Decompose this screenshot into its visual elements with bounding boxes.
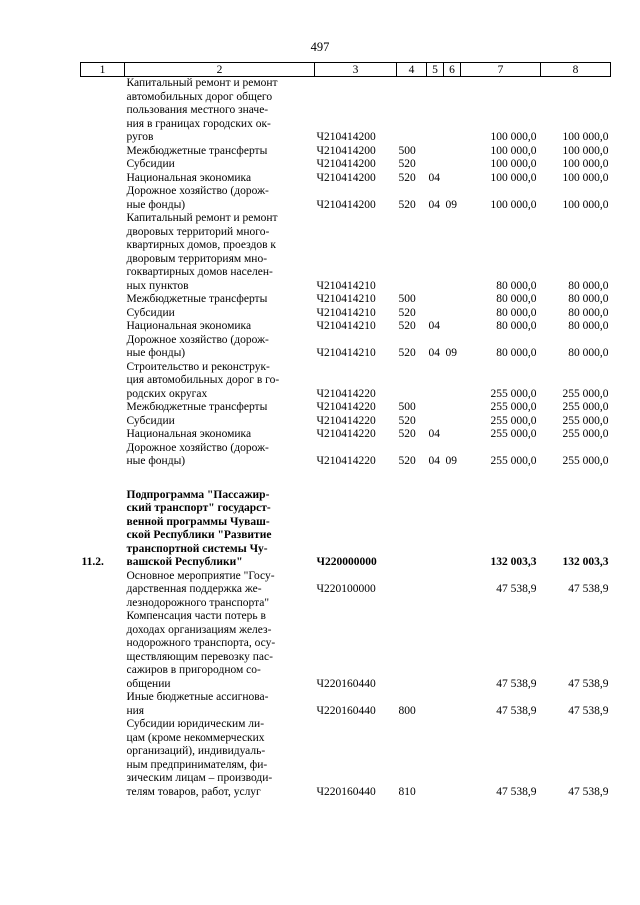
section-code — [427, 489, 444, 570]
target-article-code: Ч210414200 — [316, 198, 376, 211]
amount-col-8: 132 003,3 — [562, 556, 609, 568]
expense-type: 520 — [398, 171, 416, 184]
row-name-line: венной программы Чуваш- — [126, 515, 270, 528]
row-name-line: ния в границах городских ок- — [126, 117, 271, 130]
row-name-line: Межбюджетные трансферты — [126, 293, 268, 305]
amount-col-8: 255 000,0 — [562, 387, 609, 400]
row-number — [81, 307, 125, 321]
section-code: 04 — [428, 347, 440, 359]
amount-col-8: 80 000,0 — [568, 320, 609, 332]
table-row — [81, 334, 611, 361]
row-name — [125, 415, 315, 429]
amount-col-7: 100 000,0 — [490, 131, 537, 143]
table-row — [81, 293, 611, 307]
amount-col-8: 47 538,9 — [568, 583, 609, 595]
row-name-line: гоквартирных домов населен- — [126, 266, 273, 278]
subsection-code: 09 — [445, 198, 457, 211]
section-code — [427, 77, 444, 145]
row-name-line: транспортной системы Чу- — [126, 542, 268, 555]
subsection-code: 09 — [445, 347, 457, 359]
expense-type — [397, 212, 427, 293]
row-name-line: ществляющим перевозку пас- — [126, 650, 273, 663]
subsection-code — [444, 172, 461, 186]
target-article-code: Ч220100000 — [316, 583, 376, 595]
row-name-line: Субсидии юридическим ли- — [126, 718, 265, 730]
col-header-3: 3 — [315, 63, 397, 77]
row-name-line: ский транспорт" государст- — [126, 502, 271, 514]
amount-col-7: 255 000,0 — [490, 428, 537, 440]
table-row — [81, 172, 611, 186]
row-name-line: ругов — [126, 131, 154, 143]
row-number — [81, 212, 125, 293]
amount-col-7: 80 000,0 — [496, 320, 537, 332]
target-article-code: Ч210414220 — [316, 387, 376, 400]
expense-type — [397, 570, 427, 611]
target-article-code: Ч210414220 — [316, 414, 376, 427]
row-name — [125, 489, 315, 570]
row-name-line: Национальная экономика — [126, 428, 252, 440]
row-name-line: ные фонды) — [126, 198, 186, 211]
row-number — [81, 293, 125, 307]
amount-col-8: 100 000,0 — [562, 171, 609, 184]
section-code — [427, 212, 444, 293]
row-name-line: дворовым территориям мно- — [126, 252, 268, 265]
amount-col-7: 100 000,0 — [490, 171, 537, 184]
amount-col-8: 255 000,0 — [562, 414, 609, 427]
row-number — [81, 145, 125, 159]
spacer-cell — [81, 469, 611, 489]
amount-col-8: 255 000,0 — [562, 401, 609, 413]
row-name-line: Межбюджетные трансферты — [126, 401, 268, 413]
row-name-line: ные фонды) — [126, 455, 186, 467]
row-number — [81, 570, 125, 611]
subsection-code — [444, 401, 461, 415]
target-article-code: Ч220000000 — [316, 556, 377, 568]
amount-col-8: 255 000,0 — [562, 455, 609, 467]
subsection-code — [444, 718, 461, 799]
row-number — [81, 172, 125, 186]
row-name-line: ных пунктов — [126, 279, 189, 292]
row-name-line: Национальная экономика — [126, 171, 252, 184]
section-code: 04 — [428, 320, 440, 332]
table-row — [81, 570, 611, 611]
amount-col-7: 255 000,0 — [490, 414, 537, 427]
subsection-code — [444, 691, 461, 718]
subsection-code — [444, 307, 461, 321]
subsection-code — [444, 489, 461, 570]
amount-col-7: 80 000,0 — [496, 279, 537, 292]
table-body — [81, 77, 611, 800]
expense-type — [397, 77, 427, 145]
row-name-line: автомобильных дорог общего — [126, 90, 273, 103]
row-name-line: Межбюджетные трансферты — [126, 144, 268, 157]
section-code — [427, 293, 444, 307]
row-name-line: ным предпринимателям, фи- — [126, 758, 268, 771]
row-name-line: Субсидии — [126, 306, 175, 319]
table-row — [81, 320, 611, 334]
target-article-code: Ч210414210 — [316, 306, 376, 319]
amount-col-7: 80 000,0 — [496, 347, 537, 359]
row-name-line: Строительство и реконструк- — [126, 360, 270, 373]
row-number — [81, 361, 125, 402]
section-code — [427, 415, 444, 429]
row-name — [125, 718, 315, 799]
row-number — [81, 334, 125, 361]
row-name-line: лезнодорожного транспорта" — [126, 596, 270, 609]
expense-type: 500 — [398, 401, 416, 413]
row-name-line: Дорожное хозяйство (дорож- — [126, 185, 269, 197]
target-article-code: Ч220160440 — [316, 704, 376, 717]
expense-type: 520 — [398, 320, 416, 332]
row-number — [81, 185, 125, 212]
spacer-row — [81, 469, 611, 489]
amount-col-7: 255 000,0 — [490, 455, 537, 467]
row-name-line: организаций), индивидуаль- — [126, 745, 266, 757]
row-name-line: Субсидии — [126, 414, 175, 427]
row-name-line: Капитальный ремонт и ремонт — [126, 212, 278, 224]
row-number: 11.2. — [81, 556, 104, 568]
row-name-line: Компенсация части потерь в — [126, 610, 266, 622]
row-name — [125, 401, 315, 415]
amount-col-7: 80 000,0 — [496, 293, 537, 305]
subsection-code — [444, 212, 461, 293]
row-name — [125, 428, 315, 442]
amount-col-7: 100 000,0 — [490, 198, 537, 211]
row-name-line: нодорожного транспорта, осу- — [126, 637, 276, 649]
expense-type: 500 — [398, 293, 416, 305]
target-article-code: Ч210414200 — [316, 158, 376, 170]
subsection-code — [444, 77, 461, 145]
target-article-code: Ч210414200 — [316, 144, 376, 157]
section-code — [427, 401, 444, 415]
table-row — [81, 415, 611, 429]
expense-type: 520 — [398, 347, 416, 359]
header-row — [81, 63, 611, 77]
row-name-line: телям товаров, работ, услуг — [126, 785, 261, 798]
subsection-code: 09 — [445, 455, 457, 467]
section-code — [427, 570, 444, 611]
row-name — [125, 610, 315, 691]
table-row — [81, 442, 611, 469]
expense-type: 810 — [398, 785, 416, 798]
subsection-code — [444, 428, 461, 442]
section-code: 04 — [428, 455, 440, 467]
budget-table — [80, 62, 611, 799]
row-name-line: Иные бюджетные ассигнова- — [126, 691, 269, 703]
amount-col-7: 47 538,9 — [496, 583, 537, 595]
section-code — [427, 307, 444, 321]
row-name — [125, 172, 315, 186]
target-article-code: Ч220160440 — [316, 677, 376, 690]
col-header-7: 7 — [461, 63, 541, 77]
row-name — [125, 361, 315, 402]
section-code: 04 — [428, 198, 440, 211]
row-name-line: вашской Республики" — [126, 556, 243, 568]
amount-col-7: 47 538,9 — [496, 785, 537, 798]
amount-col-8: 255 000,0 — [562, 428, 609, 440]
table-row — [81, 212, 611, 293]
target-article-code: Ч210414210 — [316, 320, 376, 332]
expense-type — [397, 361, 427, 402]
row-number — [81, 691, 125, 718]
amount-col-8: 100 000,0 — [562, 158, 609, 170]
target-article-code: Ч210414210 — [316, 347, 376, 359]
target-article-code: Ч210414210 — [316, 293, 376, 305]
target-article-code: Ч210414200 — [316, 131, 376, 143]
row-number — [81, 415, 125, 429]
table-row — [81, 307, 611, 321]
row-number — [81, 77, 125, 145]
expense-type: 500 — [398, 144, 416, 157]
row-number — [81, 718, 125, 799]
row-name-line: ция автомобильных дорог в го- — [126, 374, 280, 386]
amount-col-8: 80 000,0 — [568, 279, 609, 292]
section-code — [427, 691, 444, 718]
row-name — [125, 77, 315, 145]
amount-col-8: 80 000,0 — [568, 293, 609, 305]
table-row — [81, 691, 611, 718]
row-name — [125, 691, 315, 718]
row-number — [81, 442, 125, 469]
section-code — [427, 361, 444, 402]
section-code: 04 — [428, 171, 440, 184]
table-row — [81, 718, 611, 799]
table-row — [81, 401, 611, 415]
row-name — [125, 145, 315, 159]
page-number: 497 — [310, 40, 330, 54]
amount-col-7: 132 003,3 — [490, 556, 537, 568]
table-row — [81, 145, 611, 159]
target-article-code: Ч220160440 — [316, 785, 376, 798]
target-article-code: Ч210414220 — [316, 428, 376, 440]
expense-type: 520 — [398, 428, 416, 440]
row-name-line: зическим лицам – производи- — [126, 772, 273, 784]
subsection-code — [444, 145, 461, 159]
row-name — [125, 293, 315, 307]
table-row — [81, 428, 611, 442]
col-header-2: 2 — [125, 63, 315, 77]
row-name — [125, 320, 315, 334]
row-name-line: Капитальный ремонт и ремонт — [126, 77, 278, 89]
row-name-line: Основное мероприятие "Госу- — [126, 569, 275, 582]
section-code — [427, 158, 444, 172]
amount-col-7: 100 000,0 — [490, 158, 537, 170]
row-name-line: дворовых территорий много- — [126, 225, 270, 238]
section-code — [427, 145, 444, 159]
col-header-5: 5 — [427, 63, 444, 77]
subsection-code — [444, 293, 461, 307]
table-header — [81, 63, 611, 77]
row-name-line: Дорожное хозяйство (дорож- — [126, 333, 269, 346]
row-name-line: Подпрограмма "Пассажир- — [126, 488, 270, 501]
table-row — [81, 77, 611, 145]
target-article-code: Ч210414200 — [316, 171, 376, 184]
amount-col-8: 100 000,0 — [562, 131, 609, 143]
row-name-line: родских округах — [126, 387, 208, 400]
amount-col-7: 100 000,0 — [490, 144, 537, 157]
row-name-line: Национальная экономика — [126, 320, 252, 332]
amount-col-7: 255 000,0 — [490, 401, 537, 413]
row-name — [125, 212, 315, 293]
expense-type: 520 — [398, 306, 416, 319]
col-header-1: 1 — [81, 63, 125, 77]
expense-type — [397, 489, 427, 570]
amount-col-8: 80 000,0 — [568, 306, 609, 319]
subsection-code — [444, 158, 461, 172]
table-row — [81, 489, 611, 570]
amount-col-7: 47 538,9 — [496, 677, 537, 690]
expense-type — [397, 610, 427, 691]
row-name-line: общении — [126, 677, 171, 690]
amount-col-8: 100 000,0 — [562, 144, 609, 157]
section-code — [427, 718, 444, 799]
row-name — [125, 334, 315, 361]
amount-col-8: 80 000,0 — [568, 347, 609, 359]
amount-col-7: 80 000,0 — [496, 306, 537, 319]
section-code: 04 — [428, 428, 440, 440]
expense-type: 520 — [398, 198, 416, 211]
row-number — [81, 401, 125, 415]
row-number — [81, 428, 125, 442]
amount-col-8: 47 538,9 — [568, 785, 609, 798]
row-name-line: Дорожное хозяйство (дорож- — [126, 441, 269, 454]
row-name — [125, 158, 315, 172]
row-name-line: дарственная поддержка же- — [126, 583, 262, 595]
target-article-code: Ч210414210 — [316, 279, 376, 292]
table-row — [81, 158, 611, 172]
row-name-line: пользования местного значе- — [126, 104, 269, 116]
table-row — [81, 610, 611, 691]
subsection-code — [444, 361, 461, 402]
amount-col-8: 100 000,0 — [562, 198, 609, 211]
row-name — [125, 442, 315, 469]
row-name — [125, 307, 315, 321]
row-number — [81, 158, 125, 172]
col-header-4: 4 — [397, 63, 427, 77]
row-number — [81, 610, 125, 691]
amount-col-8: 47 538,9 — [568, 704, 609, 717]
row-name-line: цам (кроме некоммерческих — [126, 731, 265, 744]
row-name-line: сажиров в пригородном со- — [126, 664, 261, 676]
col-header-8: 8 — [541, 63, 611, 77]
subsection-code — [444, 570, 461, 611]
row-name — [125, 185, 315, 212]
target-article-code: Ч210414220 — [316, 401, 376, 413]
expense-type: 520 — [398, 158, 416, 170]
target-article-code: Ч210414220 — [316, 455, 376, 467]
subsection-code — [444, 320, 461, 334]
row-name — [125, 570, 315, 611]
subsection-code — [444, 610, 461, 691]
col-header-6: 6 — [444, 63, 461, 77]
row-name-line: ской Республики "Развитие — [126, 529, 272, 541]
amount-col-7: 47 538,9 — [496, 704, 537, 717]
row-name-line: квартирных домов, проездов к — [126, 239, 276, 251]
expense-type: 800 — [398, 704, 416, 717]
row-name-line: ные фонды) — [126, 347, 186, 359]
row-name-line: ния — [126, 704, 145, 717]
expense-type: 520 — [398, 455, 416, 467]
section-code — [427, 610, 444, 691]
table-row — [81, 185, 611, 212]
subsection-code — [444, 415, 461, 429]
amount-col-7: 255 000,0 — [490, 387, 537, 400]
table-row — [81, 361, 611, 402]
row-name-line: Субсидии — [126, 158, 175, 170]
row-name-line: доходах организациям желез- — [126, 623, 272, 636]
expense-type: 520 — [398, 414, 416, 427]
row-number — [81, 320, 125, 334]
amount-col-8: 47 538,9 — [568, 677, 609, 690]
